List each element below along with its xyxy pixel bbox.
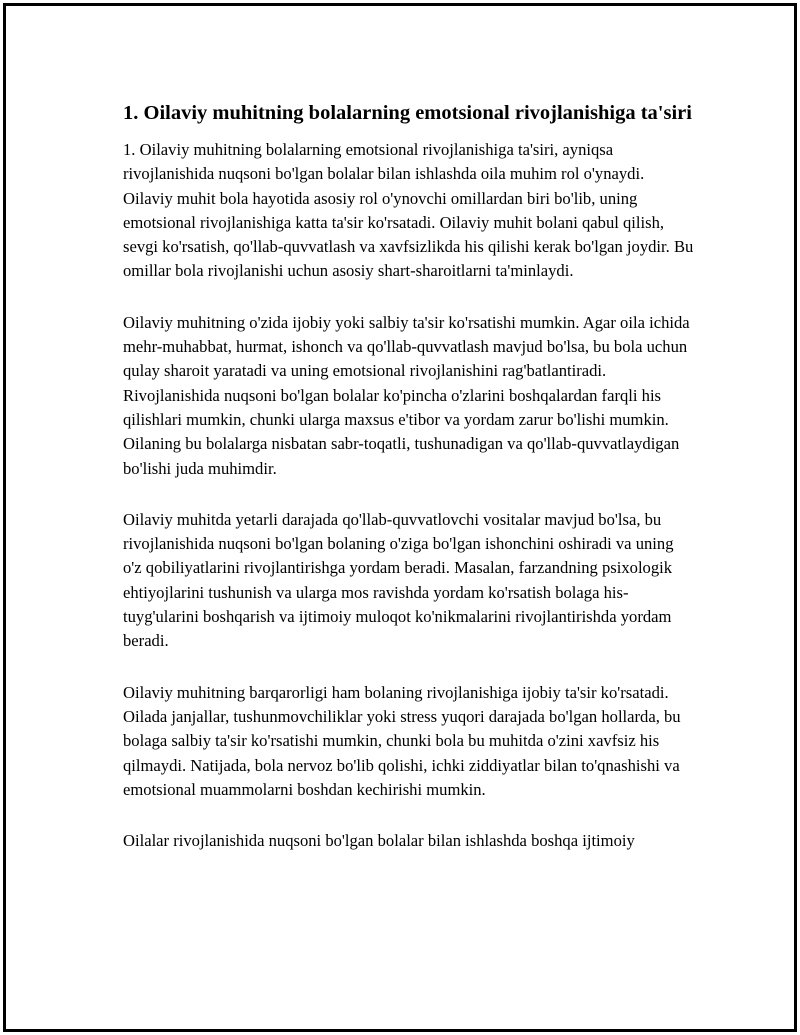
paragraph-3: Oilaviy muhitda yetarli darajada qo'llab-quvvatlovchi vositalar mavjud bo'lsa, bu rivojlanishida nuqsoni bo'lgan bolaning o'ziga bo'lgan ishonchini oshiradi va uning o'z qobiliyatlarini rivojlantirishga yordam beradi. Masalan, farzandning psixologik ehtiyojlarini tushunish va ularga mos ravishda yordam ko'rsatish bolaga his-tuyg'ularini boshqarish va ijtimoiy muloqot ko'nikmalarini rivojlantirishda yordam beradi. xyxy=(123,509,674,651)
paragraph-4: Oilaviy muhitning barqarorligi ham bolaning rivojlanishiga ijobiy ta'sir ko'rsatadi. Oilada janjallar, tushunmovchiliklar yoki stress yuqori darajada bo'lgan hollarda, bu bolaga salbiy ta'sir ko'rsatishi mumkin, chunki bola bu muhitda o'zini xavfsiz his qilmaydi. Natijada, bola nervoz bo'lib qolishi, ichki ziddiyatlar bilan to'qnashishi va emotsional muammolarni boshdan kechirishi mumkin. xyxy=(123,682,681,799)
document-content xyxy=(123,100,695,880)
page-frame xyxy=(3,3,797,1032)
paragraph-2: Oilaviy muhitning o'zida ijobiy yoki salbiy ta'sir ko'rsatishi mumkin. Agar oila ichida mehr-muhabbat, hurmat, ishonch va qo'llab-quvvatlash mavjud bo'lsa, bu bola uchun qulay sharoit yaratadi va uning emotsional rivojlanishini rag'batlantiradi. Rivojlanishida nuqsoni bo'lgan bolalar ko'pincha o'zlarini boshqalardan farqli his qilishlari mumkin, chunki ularga maxsus e'tibor va yordam zarur bo'lishi mumkin. Oilaning bu bolalarga nisbatan sabr-toqatli, tushunadigan va qo'llab-quvvatlaydigan bo'lishi juda muhimdir. xyxy=(123,312,690,478)
paragraph-5: Oilalar rivojlanishida nuqsoni bo'lgan bolalar bilan ishlashda boshqa ijtimoiy xyxy=(123,831,635,851)
paragraph-1: 1. Oilaviy muhitning bolalarning emotsional rivojlanishiga ta'siri, ayniqsa rivojlanishida nuqsoni bo'lgan bolalar bilan ishlashda oila muhim rol o'ynaydi. Oilaviy muhit bola hayotida asosiy rol o'ynovchi omillardan biri bo'lib, uning emotsional rivojlanishiga katta ta'sir ko'rsatadi. Oilaviy muhit bolani qabul qilish, sevgi ko'rsatish, qo'llab-quvvatlash va xavfsizlikda his qilishi kerak bo'lgan joydir. Bu omillar bola rivojlanishi uchun asosiy shart-sharoitlarni ta'minlaydi. xyxy=(123,140,694,281)
section-heading: 1. Oilaviy muhitning bolalarning emotsional rivojlanishiga ta'siri xyxy=(123,102,692,124)
